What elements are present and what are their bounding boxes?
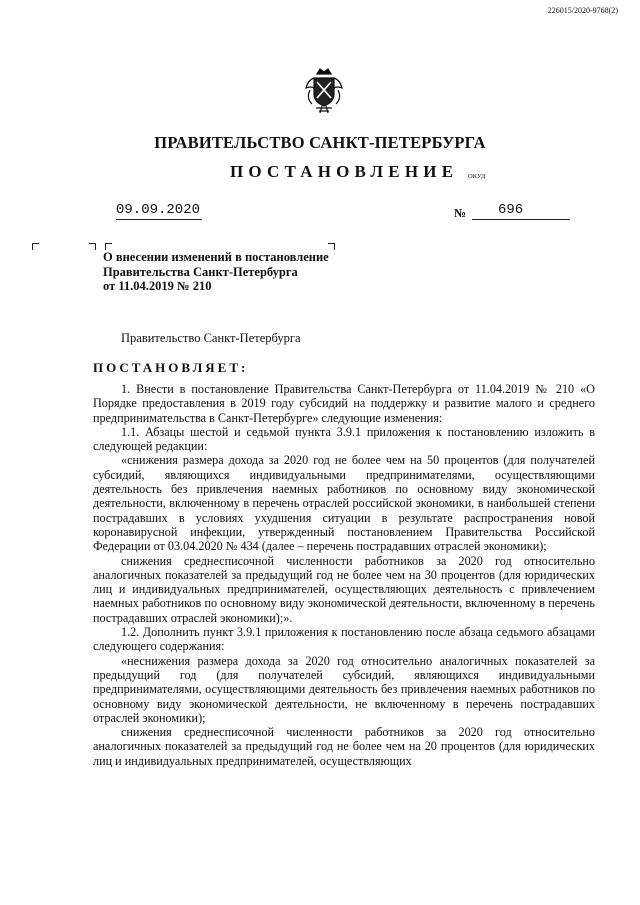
body-paragraph: 1. Внести в постановление Правительства Санкт-Петербурга от 11.04.2019 № 210 «О Порядке предоставления в 2019 году субсидий на поддержку и развитие малого и среднего предпринимательства в Санкт-Петербурге» следующие изменения:	[93, 382, 595, 425]
body-paragraph: 1.2. Дополнить пункт 3.9.1 приложения к постановлению после абзаца седьмого абзацами следующего содержания:	[93, 625, 595, 654]
subject-line: О внесении изменений в постановление	[103, 250, 329, 264]
document-number: 696	[472, 202, 570, 220]
document-subject	[103, 250, 329, 294]
body-paragraph: «неснижения размера дохода за 2020 год относительно аналогичных показателей за предыдущий год (для получателей субсидий, являющихся индивидуальными предпринимателями, осуществляющими деятельность без привлечения наемных работников по основному виду экономической деятельности, не включенному в перечень пострадавших отраслей экономики);	[93, 653, 595, 725]
coat-of-arms-emblem	[302, 66, 346, 116]
corner-mark	[89, 243, 96, 250]
corner-mark	[105, 243, 112, 250]
decree-word: ПОСТАНОВЛЯЕТ:	[93, 360, 249, 375]
okud-label: ОКУД	[468, 173, 486, 180]
issuer-text: Правительство Санкт-Петербурга	[121, 331, 301, 345]
document-type: ПОСТАНОВЛЕНИЕ	[230, 162, 459, 181]
number-label: №	[454, 206, 467, 220]
corner-mark	[32, 243, 39, 250]
document-id: 226015/2020-9768(2)	[547, 6, 618, 15]
body-paragraph: снижения среднесписочной численности работников за 2020 год относительно аналогичных показателей за предыдущий год не более чем на 20 процентов (для юридических лиц и индивидуальных предпринимателей, осуществляющих	[93, 725, 595, 768]
government-title: ПРАВИТЕЛЬСТВО САНКТ-ПЕТЕРБУРГА	[154, 133, 486, 152]
body-paragraph: 1.1. Абзацы шестой и седьмой пункта 3.9.1 приложения к постановлению изложить в следующей редакции:	[93, 424, 595, 454]
subject-line: Правительства Санкт-Петербурга	[103, 264, 298, 279]
subject-line: от 11.04.2019 № 210	[103, 279, 212, 293]
document-date: 09.09.2020	[116, 202, 201, 218]
body-paragraph: «снижения размера дохода за 2020 год не более чем на 50 процентов (для получателей субсидий, являющихся индивидуальными предпринимателями, осуществляющими деятельность без привлечения наемных работников по основному виду экономической деятельности, включенному в перечень отраслей российской экономики, в наибольшей степени пострадавших в условиях ухудшения ситуации в результате распространения новой коронавирусной инфекции, утвержденный постановлением Правительства Российской Федерации от 03.04.2020 № 434 (далее – перечень пострадавших отраслей экономики);	[93, 453, 595, 554]
document-body	[93, 382, 595, 768]
corner-mark	[328, 243, 335, 250]
body-paragraph: снижения среднесписочной численности работников за 2020 год относительно аналогичных показателей за предыдущий год не более чем на 30 процентов (для юридических лиц и индивидуальных предпринимателей, осуществляющих деятельность с привлечением наемных работников по основному виду экономической деятельности, включенному в перечень пострадавших отраслей экономики);».	[93, 553, 595, 625]
